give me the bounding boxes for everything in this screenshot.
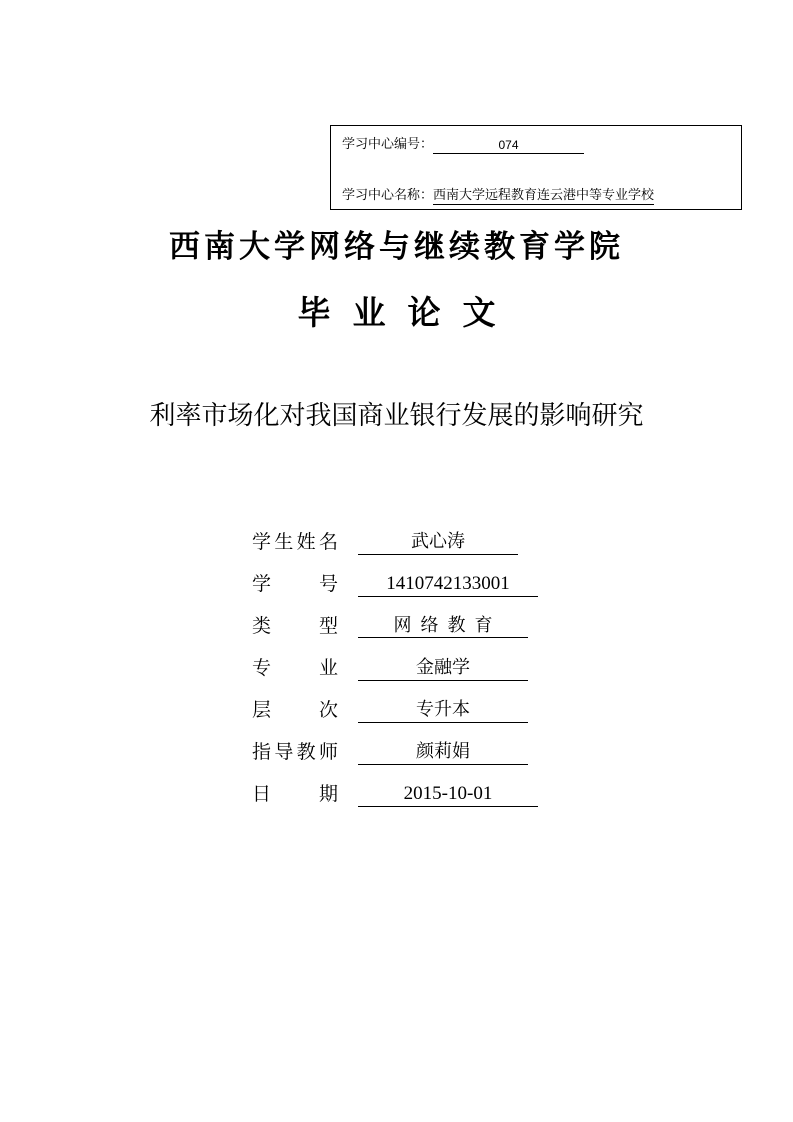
student-id-label: 学 号: [252, 573, 338, 595]
info-row-date: [252, 779, 552, 821]
study-center-box: [330, 125, 742, 210]
study-center-code-label: 学习中心编号：: [342, 137, 434, 152]
type-value: 网络教育: [358, 611, 528, 638]
thesis-title: 毕业论文: [297, 293, 518, 332]
major-label: 专 业: [252, 657, 338, 679]
study-center-code-row: [342, 136, 584, 154]
study-center-code-value: 074: [433, 137, 584, 154]
info-row-student-name: [252, 527, 552, 569]
study-center-name-label: 学习中心名称：: [342, 188, 434, 203]
date-value: 2015-10-01: [358, 779, 538, 807]
level-value: 专升本: [358, 695, 528, 723]
student-name-value: 武心涛: [358, 527, 518, 555]
date-label: 日 期: [252, 783, 338, 805]
info-row-major: [252, 653, 552, 695]
info-row-advisor: [252, 737, 552, 779]
type-label: 类 型: [252, 615, 338, 637]
info-row-student-id: [252, 569, 552, 611]
study-center-name-value: 西南大学远程教育连云港中等专业学校: [433, 188, 655, 203]
student-info-table: [252, 527, 552, 821]
college-title: 西南大学网络与继续教育学院: [169, 229, 624, 265]
level-label: 层 次: [252, 699, 338, 721]
advisor-label: 指 导 教 师: [252, 741, 338, 763]
major-value: 金融学: [358, 653, 528, 681]
info-row-type: [252, 611, 552, 653]
paper-topic: 利率市场化对我国商业银行发展的影响研究: [149, 401, 644, 431]
advisor-value: 颜莉娟: [358, 737, 528, 765]
student-name-label: 学 生 姓 名: [252, 531, 338, 553]
info-row-level: [252, 695, 552, 737]
study-center-name-row: [342, 187, 654, 205]
student-id-value: 1410742133001: [358, 569, 538, 597]
